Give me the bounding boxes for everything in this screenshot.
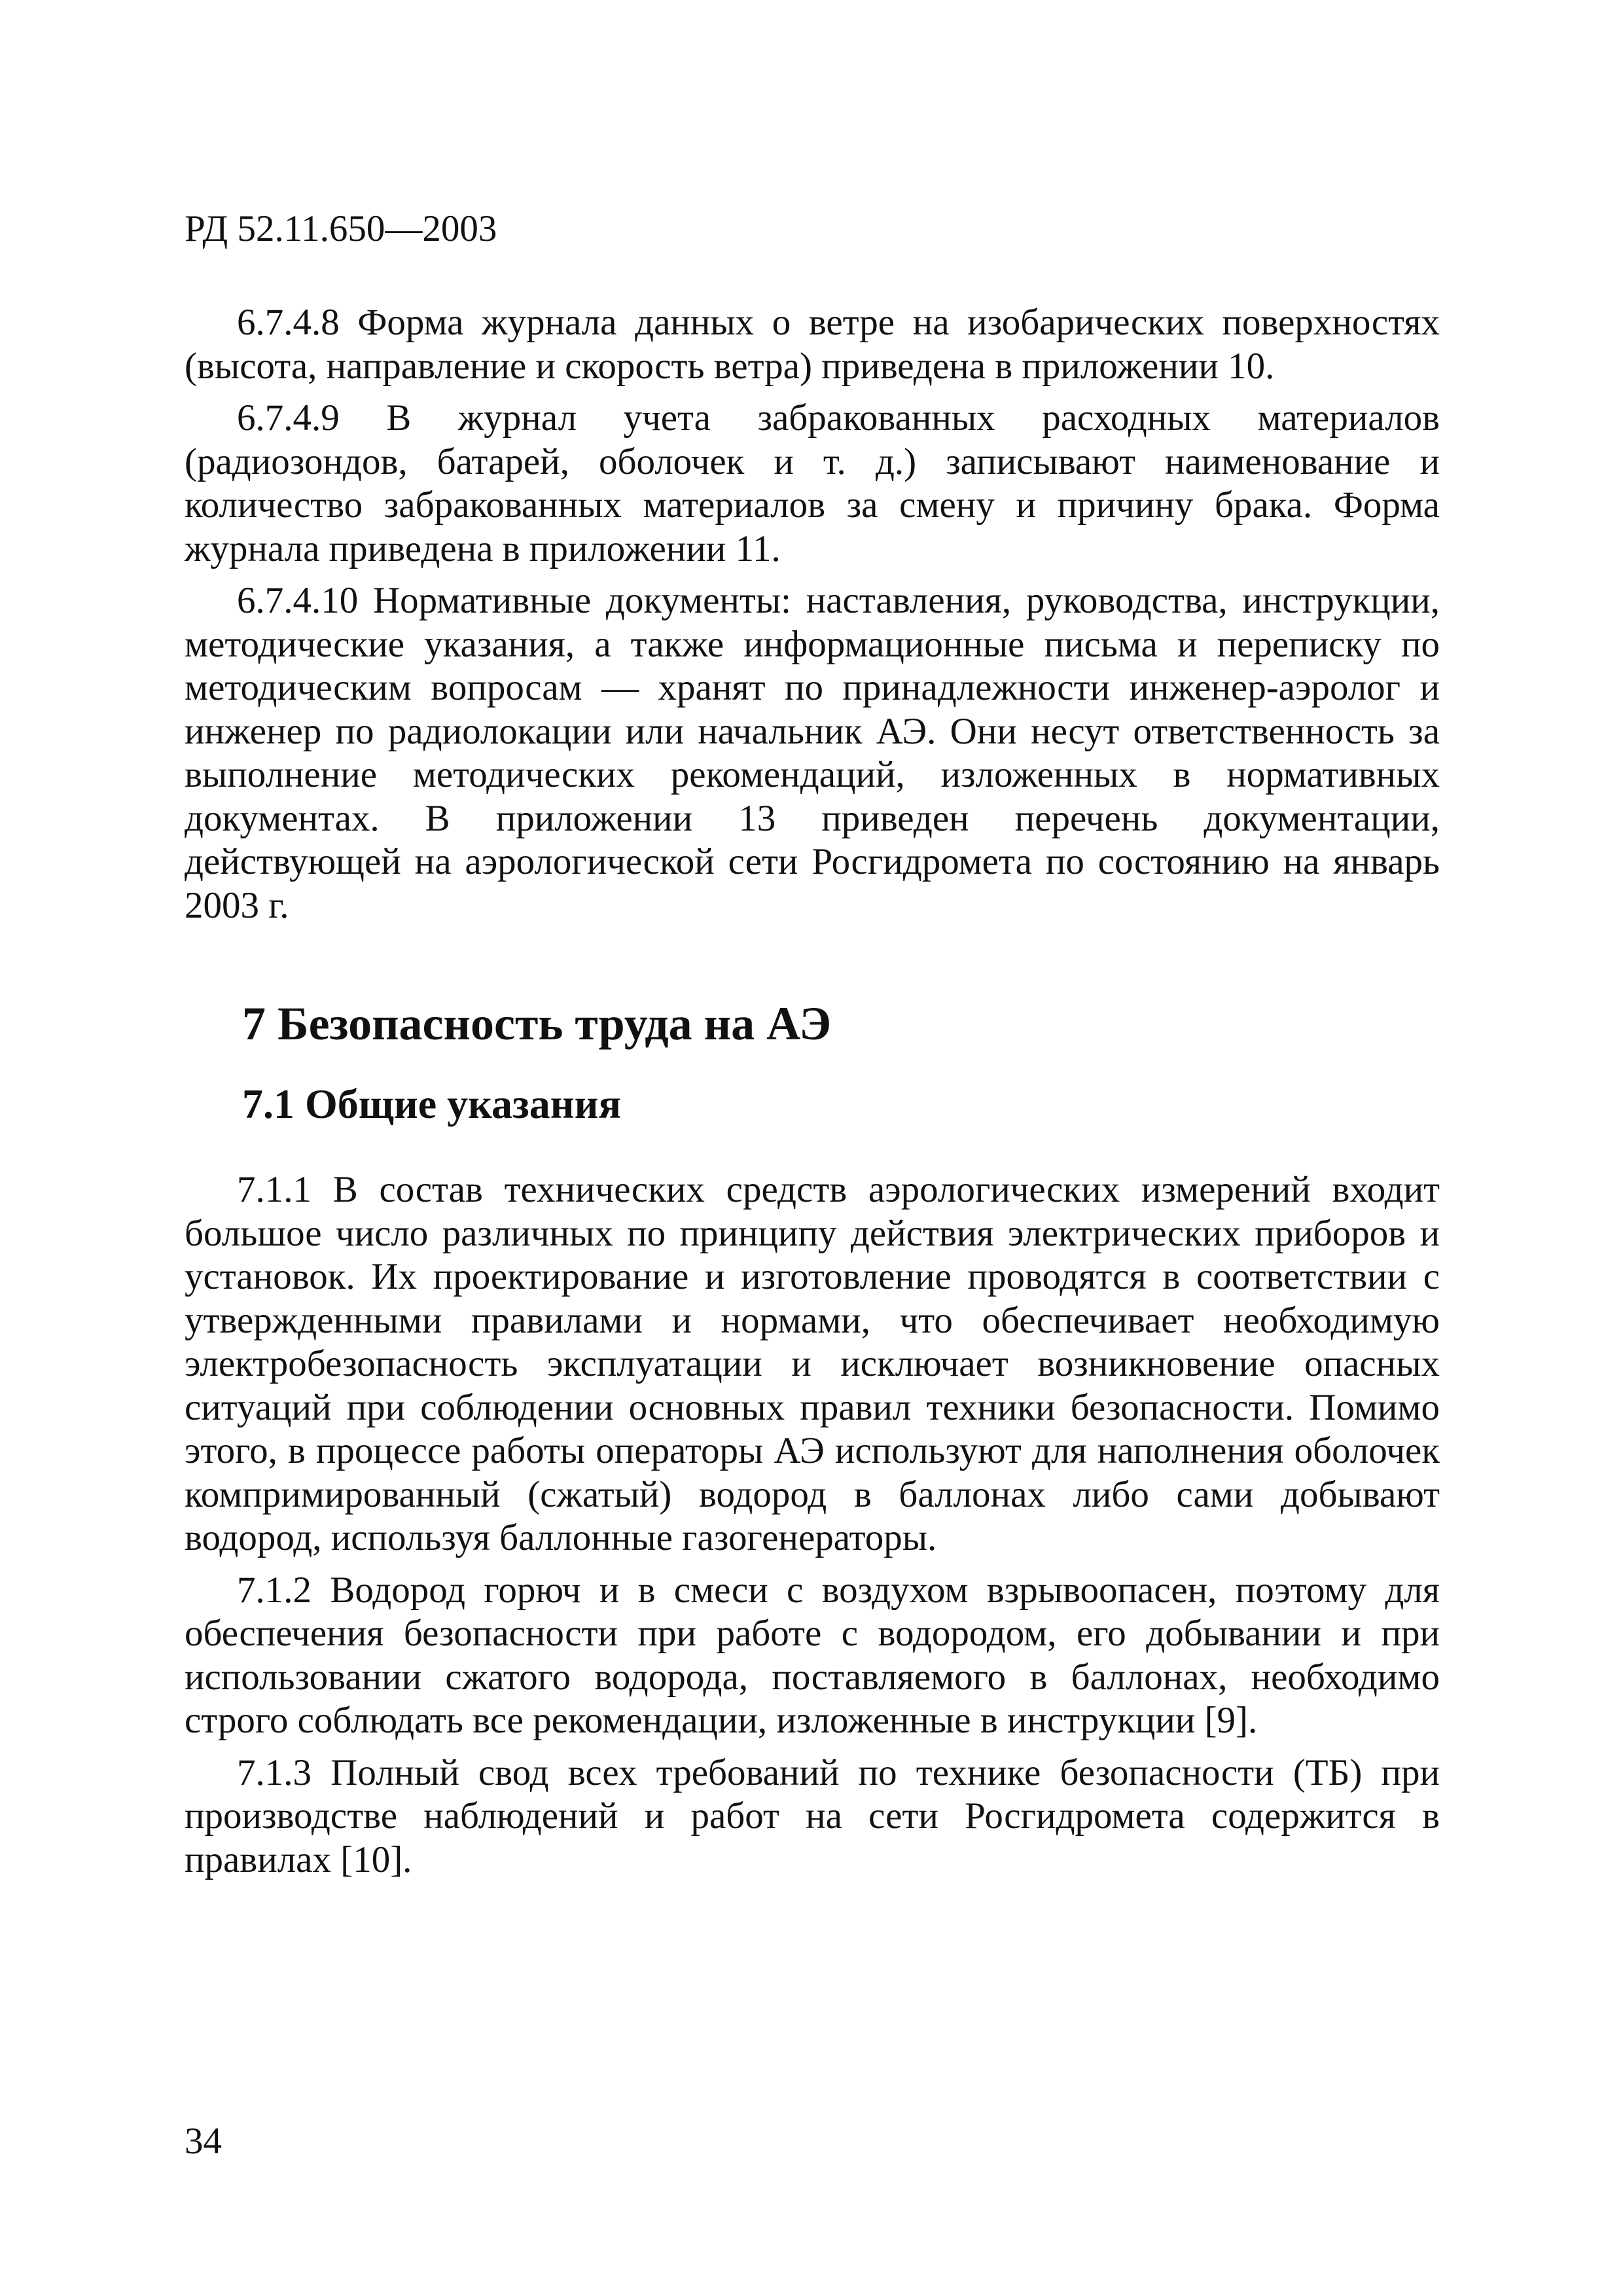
paragraph-6-7-4-10: 6.7.4.10 Нормативные документы: наставления, руководства, инструкции, методические указания, а также информационные письма и переписку по методическим вопросам — хранят по принадлежности инженер-аэролог и инженер по радиолокации или начальник АЭ. Они несут ответственность за выполнение методических рекомендаций, изложенных в нормативных документах. В приложении 13 приведен перечень документации, действующей на аэрологической сети Росгидромета по состоянию на январь 2003 г. (185, 580, 1440, 926)
paragraph-6-7-4-8: 6.7.4.8 Форма журнала данных о ветре на изобарических поверхностях (высота, направление и скорость ветра) приведена в приложении 10. (185, 302, 1440, 387)
paragraph-7-1-3: 7.1.3 Полный свод всех требований по технике безопасности (ТБ) при производстве наблюдений и работ на сети Росгидромета содержится в правилах [10]. (185, 1751, 1440, 1880)
document-code: РД 52.11.650—2003 (185, 208, 497, 249)
paragraph-6-7-4-9: 6.7.4.9 В журнал учета забракованных расходных материалов (радиозондов, батарей, оболочек и т. д.) записывают наименование и количество забракованных материалов за смену и причину брака. Форма журнала приведена в приложении 11. (185, 397, 1440, 569)
paragraph-7-1-1: 7.1.1 В состав технических средств аэрологических измерений входит большое число различных по принципу действия электрических приборов и установок. Их проектирование и изготовление проводятся в соответствии с утвержденными правилами и нормами, что обеспечивает необходимую электробезопасность эксплуатации и исключает возникновение опасных ситуаций при соблюдении основных правил техники безопасности. Помимо этого, в процессе работы операторы АЭ используют для наполнения оболочек компримированный (сжатый) водород в баллонах либо сами добывают водород, используя баллонные газогенераторы. (185, 1169, 1440, 1558)
document-page (185, 203, 1440, 1890)
section-7-heading: 7 Безопасность труда на АЭ (242, 997, 832, 1050)
page-number: 34 (185, 2121, 222, 2162)
subsection-7-1-heading: 7.1 Общие указания (242, 1081, 622, 1127)
paragraph-7-1-2: 7.1.2 Водород горюч и в смеси с воздухом взрывоопасен, поэтому для обеспечения безопасности при работе с водородом, его добывании и при использовании сжатого водорода, поставляемого в баллонах, необходимо строго соблюдать все рекомендации, изложенные в инструкции [9]. (185, 1569, 1440, 1741)
